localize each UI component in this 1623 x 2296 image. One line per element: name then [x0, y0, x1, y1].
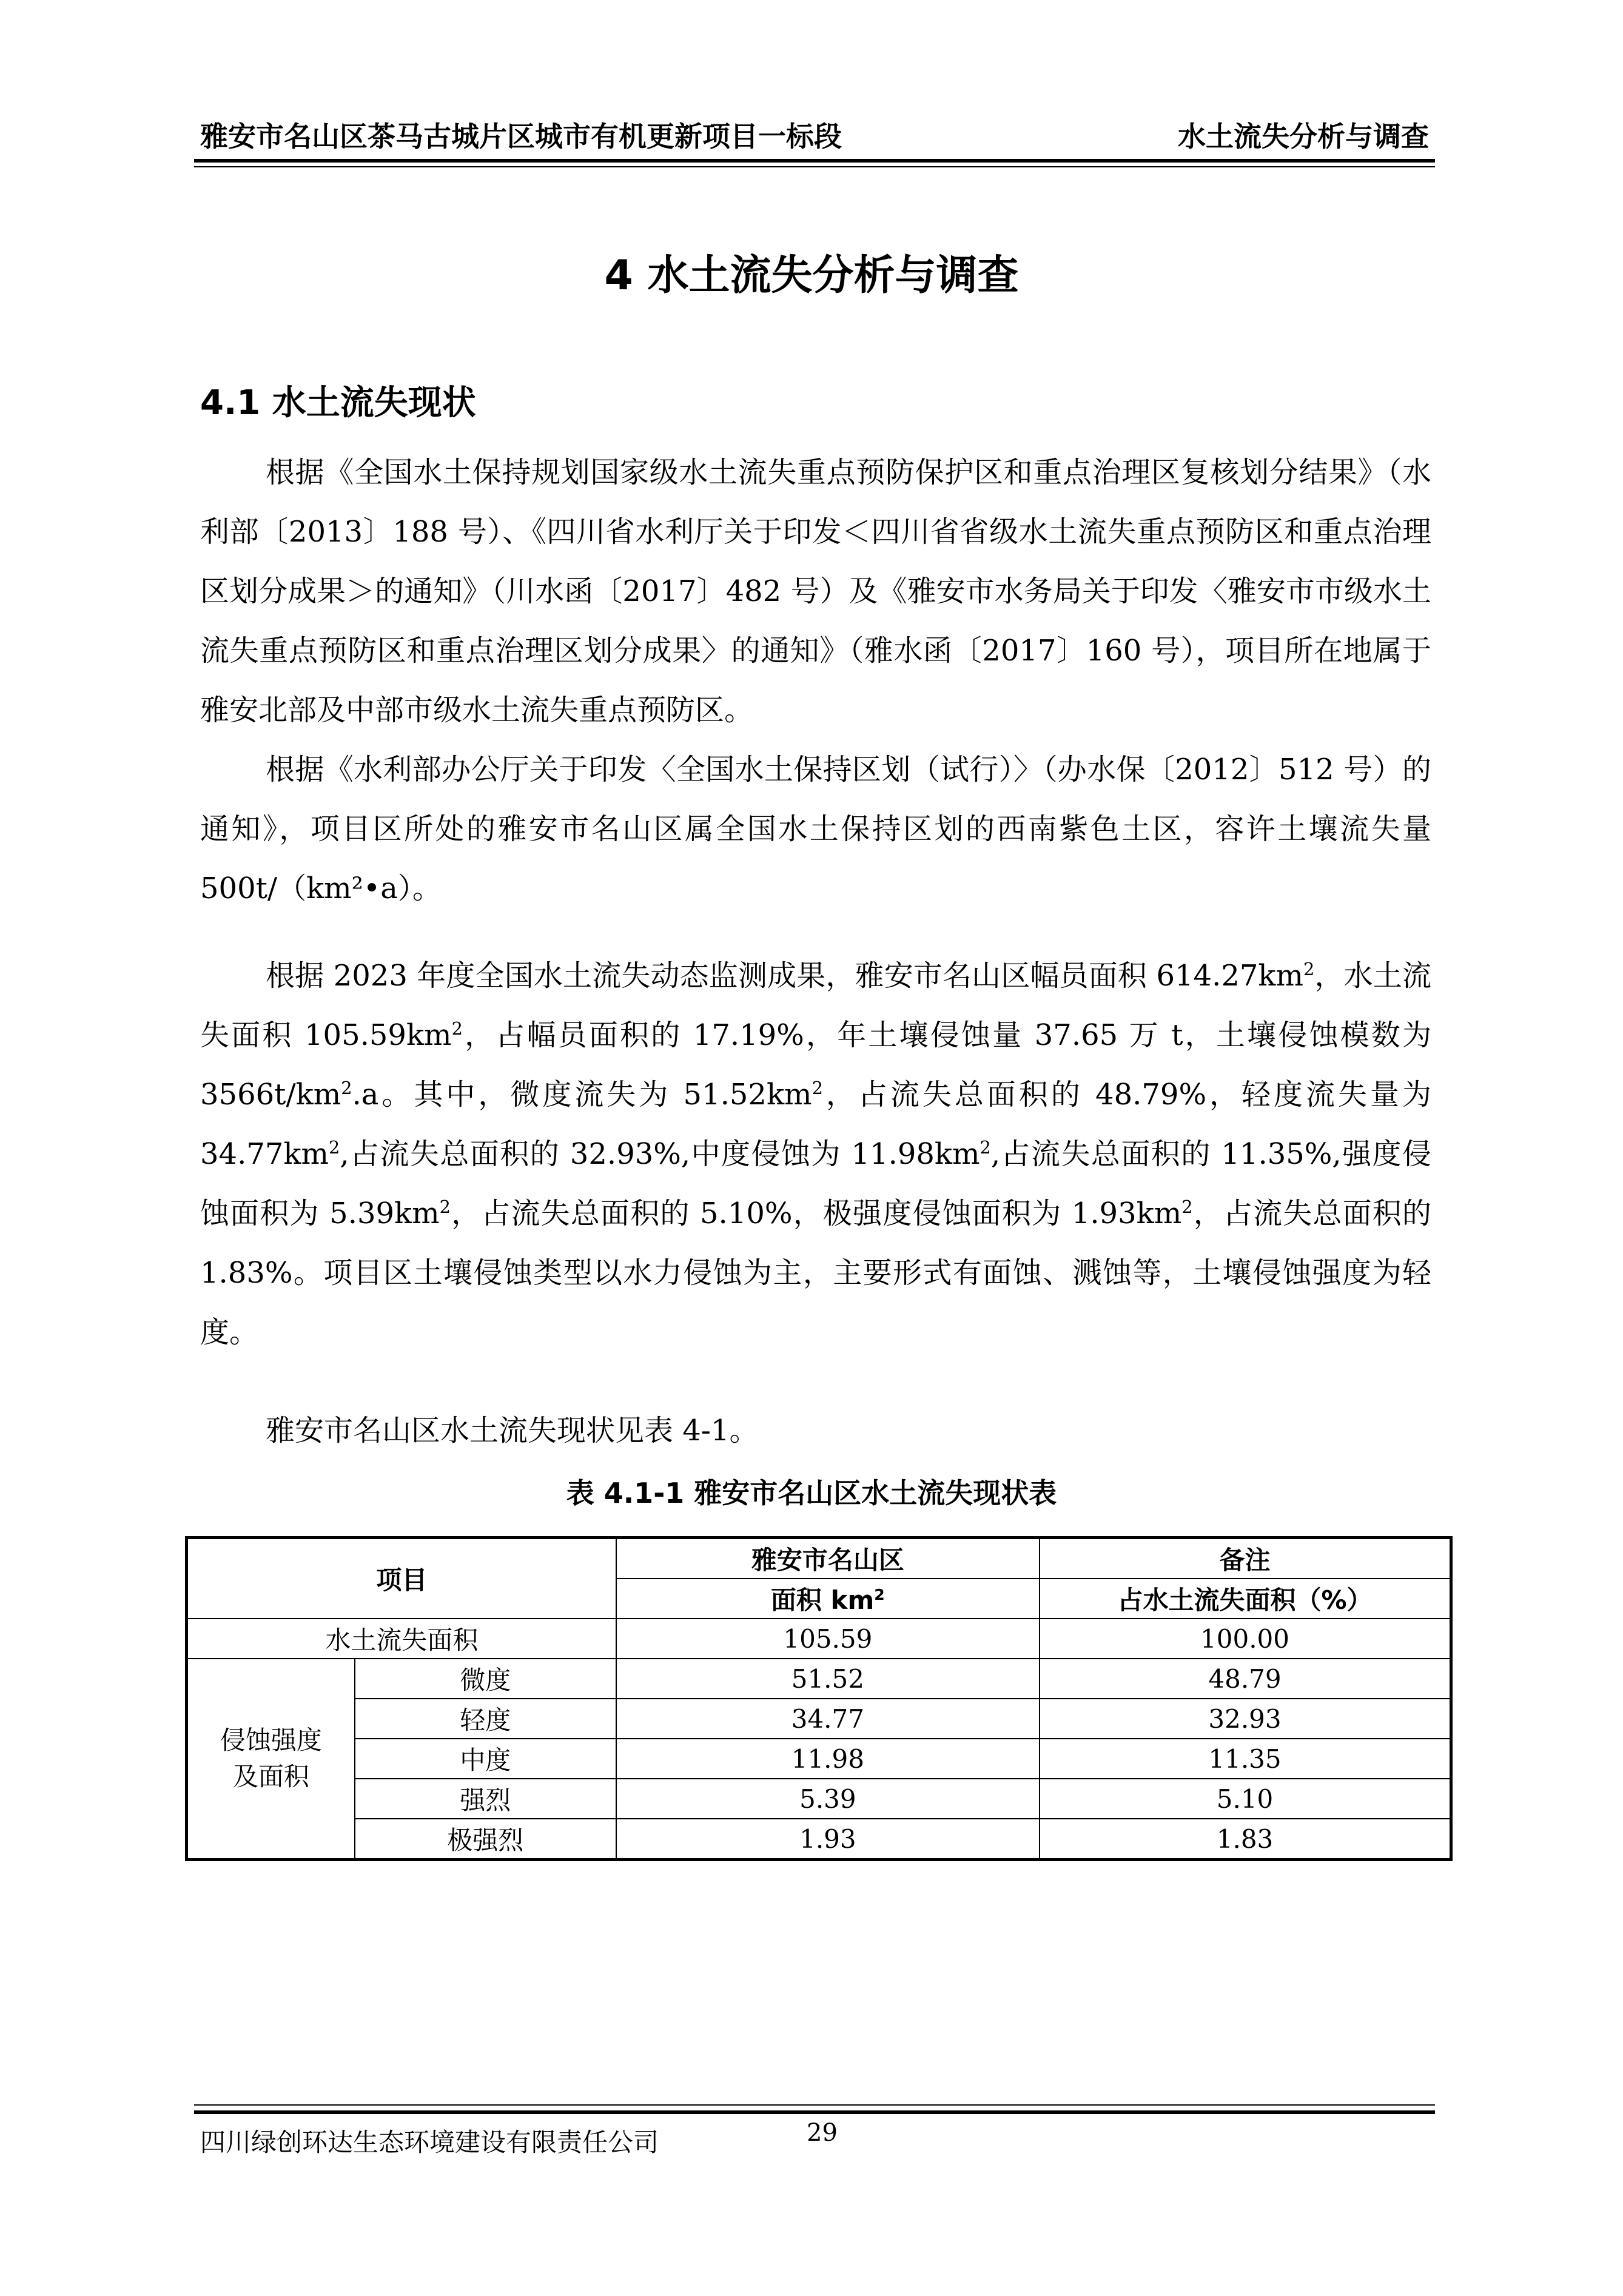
- table-row: [187, 1699, 1451, 1739]
- row-level: 中度: [355, 1739, 616, 1779]
- header-note: 备注: [1040, 1538, 1451, 1579]
- page-number: 29: [807, 2119, 838, 2147]
- paragraph-2: 根据《水利部办公厅关于印发〈全国水土保持区划（试行）〉（办水保〔2012〕512 号）的通知》，项目区所处的雅安市名山区属全国水土保持区划的西南紫色土区，容许土壤流失量 500t/（km²•a）。: [200, 753, 1431, 905]
- page-header: [200, 112, 1429, 155]
- total-percent: 100.00: [1040, 1619, 1451, 1659]
- total-label: 水土流失面积: [187, 1619, 616, 1659]
- table-row: [187, 1739, 1451, 1779]
- header-chapter-title: 水土流失分析与调查: [1178, 120, 1429, 153]
- group-label: 侵蚀强度 及面积: [187, 1659, 355, 1860]
- header-item: 项目: [187, 1538, 616, 1619]
- table-row-total: [187, 1619, 1451, 1659]
- paragraph-1: 根据《全国水土保持规划国家级水土流失重点预防保护区和重点治理区复核划分结果》（水利部〔2013〕188 号）、《四川省水利厅关于印发＜四川省省级水土流失重点预防区和重点治理区划分成果＞的通知》（川水函〔2017〕482 号）及《雅安市水务局关于印发〈雅安市市级水土流失重点预防区和重点治理区划分成果〉的通知》（雅水函〔2017〕160 号），项目所在地属于雅安北部及中部市级水土流失重点预防区。: [200, 455, 1431, 727]
- header-rule-thick: [194, 159, 1435, 163]
- row-level: 轻度: [355, 1699, 616, 1739]
- paragraph-4: 雅安市名山区水土流失现状见表 4-1。: [266, 1414, 759, 1448]
- table-caption: 表 4.1-1 雅安市名山区水土流失现状表: [566, 1477, 1057, 1509]
- row-level: 微度: [355, 1659, 616, 1699]
- header-project-title: 雅安市名山区茶马古城片区城市有机更新项目一标段: [200, 120, 842, 153]
- row-area: 1.93: [616, 1819, 1040, 1860]
- row-level: 强烈: [355, 1779, 616, 1819]
- header-rule-thin: [194, 166, 1435, 167]
- row-percent: 5.10: [1040, 1779, 1451, 1819]
- header-percent: 占水土流失面积（%）: [1040, 1579, 1451, 1619]
- table-row: [187, 1779, 1451, 1819]
- row-area: 5.39: [616, 1779, 1040, 1819]
- total-area: 105.59: [616, 1619, 1040, 1659]
- section-title: 4.1 水土流失现状: [200, 383, 476, 423]
- row-area: 51.52: [616, 1659, 1040, 1699]
- footer-company: 四川绿创环达生态环境建设有限责任公司: [200, 2127, 659, 2157]
- header-region: 雅安市名山区: [616, 1538, 1040, 1579]
- row-area: 34.77: [616, 1699, 1040, 1739]
- table-row: [187, 1659, 1451, 1699]
- footer-rule-thin: [194, 2104, 1435, 2106]
- paragraph-3: 根据 2023 年度全国水土流失动态监测成果，雅安市名山区幅员面积 $614.27km^2$，水土流失面积 $105.59km^2$，占幅员面积的 17.19%，年土壤侵蚀量 37.65 万 t，土壤侵蚀模数为 $3566t/km^2.a$。其中，微度流失为 $51.52km^2$，占流失总面积的 48.79%，轻度流失量为 $34.77km^2$,占流失总面积的 32.93%,中度侵蚀为 $11.98km^2$,占流失总面积的 11.35%,强度侵蚀面积为 $5.39km^2$，占流失总面积的 5.10%，极强度侵蚀面积为 $1.93km^2$，占流失总面积的 1.83%。项目区土壤侵蚀类型以水力侵蚀为主，主要形式有面蚀、溅蚀等，土壤侵蚀强度为轻度。: [200, 959, 1431, 1349]
- row-percent: 11.35: [1040, 1739, 1451, 1779]
- soil-erosion-table: [185, 1536, 1453, 1861]
- row-level: 极强烈: [355, 1819, 616, 1860]
- row-area: 11.98: [616, 1739, 1040, 1779]
- header-area-unit: 面积 $km^2$: [616, 1579, 1040, 1619]
- row-percent: 1.83: [1040, 1819, 1451, 1860]
- row-percent: 48.79: [1040, 1659, 1451, 1699]
- row-percent: 32.93: [1040, 1699, 1451, 1739]
- footer-rule-thick: [194, 2110, 1435, 2114]
- table-header-row-1: [187, 1538, 1451, 1579]
- table-row: [187, 1819, 1451, 1860]
- chapter-title: 4 水土流失分析与调查: [604, 252, 1019, 300]
